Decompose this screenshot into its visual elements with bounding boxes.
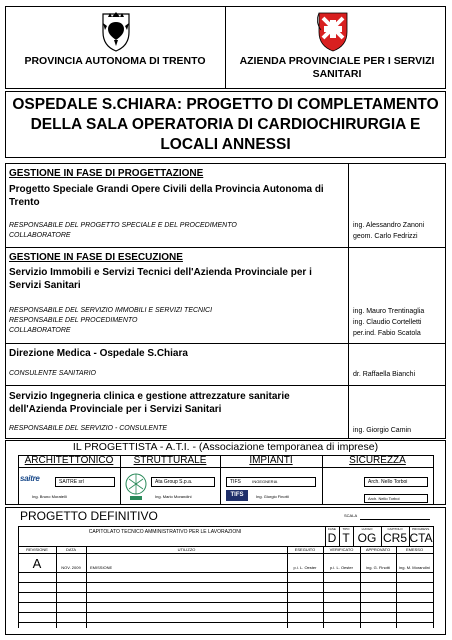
firm-saitre: SAITRE srl [55,477,115,487]
code-label-capitolo: CAPITOLO [387,527,403,531]
esecuzione-name-2: ing. Claudio Cortelletti [353,319,422,326]
code-label-progress: PROGRESS. [412,527,430,531]
rev-header-utilizzo: UTILIZZO [177,547,196,552]
rev-header-revisione: REVISIONE [26,547,48,552]
code-capitolo: CR5 [382,531,407,545]
definitivo-label: PROGETTO DEFINITIVO [20,509,158,523]
esecuzione-name-1: ing. Mauro Trentinaglia [353,308,425,315]
direzione-entity: Direzione Medica - Ospedale S.Chiara [9,348,188,359]
rev-header-eseguito: ESEGUITO [294,547,316,552]
code-label-fase: FASE [328,527,336,531]
category-sicurezza: SICUREZZA [349,455,406,466]
ata-group-logo-icon [124,470,148,502]
firm-tifs [226,477,316,487]
rev-row-emesso: ing. M. Morandini [399,565,430,570]
progettazione-entity: Progetto Speciale Grandi Opere Civili della Provincia Autonoma di Trento [9,184,324,208]
direzione-name: dr. Raffaella Bianchi [353,371,416,378]
code-fase: D [327,531,337,545]
ingegneria-name: ing. Giorgio Camin [353,427,411,434]
progettazione-role-1: RESPONSABILE DEL PROGETTO SPECIALE E DEL PROCEDIMENTO [9,222,237,229]
rev-header-verificato: VERIFICATO [329,547,354,552]
saitre-logo-icon: saitre [20,474,40,483]
esecuzione-role-2: RESPONSABILE DEL PROCEDIMENTO [9,317,138,324]
provincia-name: PROVINCIA AUTONOMA DI TRENTO [24,55,206,67]
rev-header-data: DATA [65,547,77,552]
person-mario-morandini: Ing. Mario Morandini [155,494,192,499]
rev-row-eseguito: p.i. L. Oester [293,565,317,570]
rev-header-emesso: EMESSO [405,547,424,552]
person-giorgio-finotti: Ing. Giorgio Finotti [256,494,289,499]
rev-row-letter: A [32,556,42,571]
category-strutturale: STRUTTURALE [133,455,207,466]
esecuzione-heading: GESTIONE IN FASE DI ESECUZIONE [9,252,183,263]
rev-row-use: EMISSIONE [90,565,113,570]
code-label-tipo: TIPO [342,527,350,531]
category-architettonico: ARCHITETTONICO [24,455,114,466]
management-divider [348,163,349,439]
document-title: CAPITOLATO TECNICO AMMINISTRATIVO PER LE LAVORAZIONI [88,529,242,535]
code-label-luogo: LUOGO [361,527,373,531]
tifs-logo-icon: TIFS [226,490,248,501]
rev-row-date: NOV. 2009 [61,565,81,570]
firm-tifs-name: TIFS [230,479,241,485]
code-progress: CTA [409,531,433,545]
person-bruno-moratelli: Ing. Bruno Moratelli [32,494,67,499]
ingegneria-entity: Servizio Ingegneria clinica e gestione attrezzature sanitarie dell'Azienda Provinciale per i Servizi Sanitari [9,391,290,415]
esecuzione-role-3: COLLABORATORE [9,327,71,334]
firm-torboi: Arch. Nello Torboi [364,477,428,487]
progettista-title: IL PROGETTISTA - A.T.I. - (Associazione temporanea di imprese) [72,441,379,453]
azienda-sanitaria-logo-icon [311,10,355,52]
esecuzione-role-1: RESPONSABILE DEL SERVIZIO IMMOBILI E SERVIZI TECNICI [9,307,213,314]
firm-ata-group: Ata Group S.p.a. [151,477,215,487]
category-impianti: IMPIANTI [249,455,293,466]
azienda-name: AZIENDA PROVINCIALE PER I SERVIZI SANITARI [239,55,435,80]
header-divider [225,6,226,89]
rev-header-approvato: APPROVATO [365,547,391,552]
esecuzione-name-3: per.ind. Fabio Scatola [353,330,421,337]
rev-row-verificato: p.i. L. Oester [330,565,353,570]
esecuzione-entity: Servizio Immobili e Servizi Tecnici dell'Azienda Provinciale per i Servizi Sanitari [9,267,312,291]
direzione-role: CONSULENTE SANITARIO [9,370,96,377]
scala-label: SCALA [344,513,358,518]
progettazione-heading: GESTIONE IN FASE DI PROGETTAZIONE [9,168,204,179]
project-title: OSPEDALE S.CHIARA: PROGETTO DI COMPLETAMENTO DELLA SALA OPERATORIA DI CARDIOCHIRURGIA E LOCALI ANNESSI [12,96,439,153]
progettazione-role-2: COLLABORATORE [9,232,71,239]
progettazione-name-1: ing. Alessandro Zanoni [353,222,425,229]
person-nello-torboi: Arch. Nello Torboi [364,494,428,503]
rev-row-approvato: ing. G. Finotti [366,565,390,570]
progettazione-name-2: geom. Carlo Fedrizzi [353,233,418,240]
provincia-coat-of-arms-icon [99,10,133,52]
firm-tifs-sub: INGEGNERIA [252,479,278,484]
code-luogo: OG [357,531,377,545]
code-tipo: T [342,531,350,545]
ingegneria-role: RESPONSABILE DEL SERVIZIO - CONSULENTE [9,425,168,432]
